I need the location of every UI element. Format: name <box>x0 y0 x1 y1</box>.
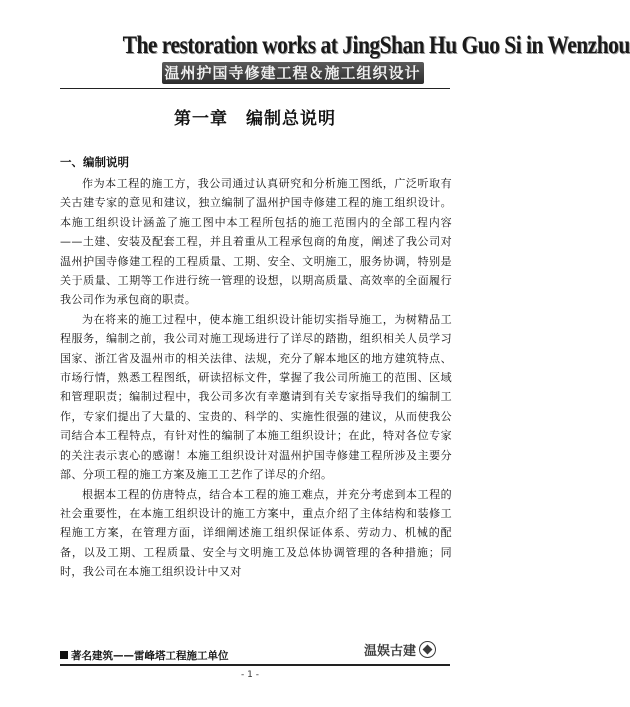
header-divider <box>60 88 450 89</box>
paragraph-3: 根据本工程的仿唐特点，结合本工程的施工难点，并充分考虑到本工程的社会重要性，在本施工组织设计的施工方案中，重点介绍了主体结构和装修工程施工方案，在管理方面，详细阐述施工组织保证体系、劳动力、机械的配备，以及工期、工程质量、安全与文明施工及总体协调管理的各种措施；同时，我公司在本施工组织设计中又对 <box>60 487 452 579</box>
page-number: - 1 - <box>241 670 259 680</box>
chapter-title: 第一章 编制总说明 <box>174 109 336 129</box>
square-bullet-icon <box>60 651 68 659</box>
section-heading: 一、编制说明 <box>60 155 129 169</box>
header-banner <box>95 32 630 90</box>
header-title-cn: 温州护国寺修建工程＆施工组织设计 <box>162 62 424 84</box>
paragraph-1: 作为本工程的施工方，我公司通过认真研究和分析施工图纸，广泛听取有关古建专家的意见和建议，独立编制了温州护国寺修建工程的施工组织设计。本施工组织设计涵盖了施工图中本工程所包括的施工范围内的全部工程内容——土建、安装及配套工程，并且着重从工程承包商的角度，阐述了我公司对温州护国寺修建工程的工程质量、工期、安全、文明施工，服务协调，特别是关于质量、工期等工作进行统一管理的设想，以期高质量、高效率的全面履行我公司作为承包商的职责。 <box>60 177 452 307</box>
header-title-en: The restoration works at JingShan Hu Guo Si in Wenzhou <box>122 32 630 59</box>
footer-company-text: 著名建筑——雷峰塔工程施工单位 <box>71 650 229 662</box>
footer-divider <box>60 664 450 666</box>
paragraph-2: 为在将来的施工过程中，使本施工组织设计能切实指导施工，为树精品工程服务，编制之前，我公司对施工现场进行了详尽的踏勘，组织相关人员学习国家、浙江省及温州市的相关法律、法规，充分了解本地区的地方建筑特点、市场行情，熟悉工程图纸，研读招标文件，掌握了我公司所施工的范围、区域和管理职责；编制过程中，我公司多次有幸邀请到有关专家指导我们的编制工作，专家们提出了大量的、宝贵的、科学的、实施性很强的建议，从而使我公司结合本工程特点，有针对性的编制了本施工组织设计；在此，特对各位专家的关注表示衷心的感谢！本施工组织设计对温州护国寺修建工程所涉及主要分部、分项工程的施工方案及施工工艺作了详尽的介绍。 <box>60 312 452 482</box>
footer-company <box>60 648 229 663</box>
footer-logo-text: 温娱古建 <box>363 643 416 659</box>
seal-icon <box>419 641 436 658</box>
document-body <box>60 174 452 582</box>
company-logo <box>352 636 448 662</box>
